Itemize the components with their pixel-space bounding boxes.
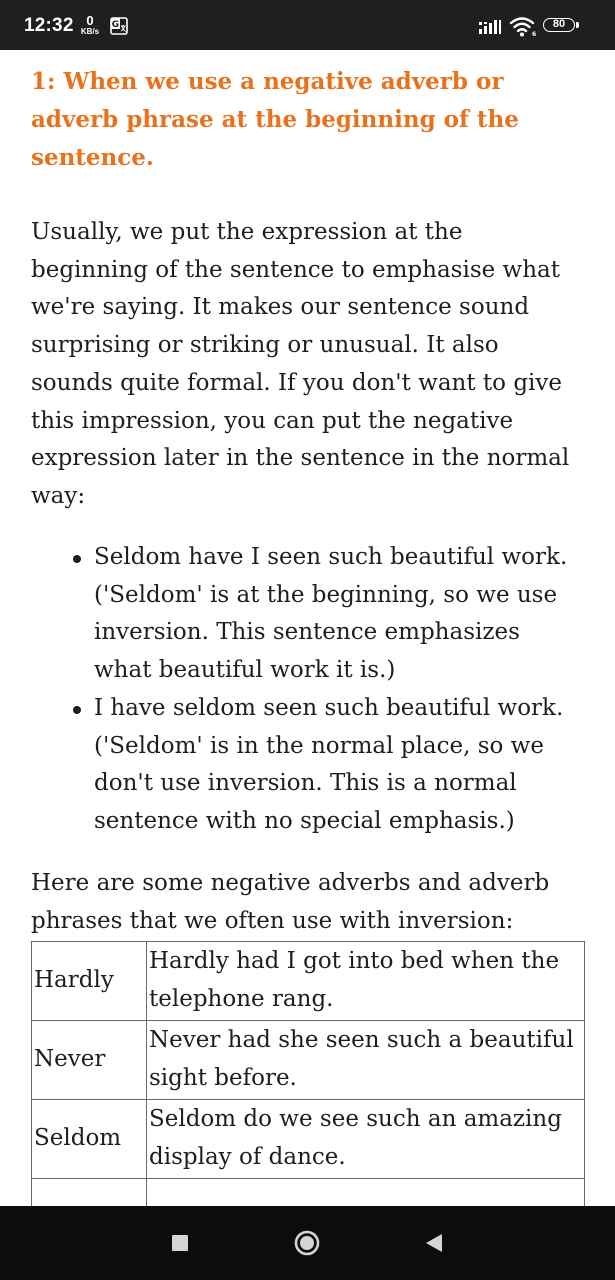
navigation-bar [0,1206,615,1280]
battery-cap [576,22,579,28]
bullet-item [0,539,615,690]
bullet-line: inversion. This sentence emphasizes [94,619,520,646]
paragraph-line: this impression, you can put the negative [31,407,514,434]
status-time: 12:32 [24,15,74,36]
paragraph-line: surprising or striking or unusual. It also [31,332,499,359]
bullet-line: Seldom have I seen such beautiful work. [94,544,568,570]
table-cell-term: Never [32,1021,147,1100]
paragraph-line: expression later in the sentence in the normal [31,445,570,472]
bullet-dot [73,706,81,714]
example-bullet-list [0,539,615,841]
table-row [32,942,585,1021]
table-cell-example [147,1100,585,1179]
heading-line: 1: When we use a negative adverb or [31,68,504,95]
bullet-line: I have seldom seen such beautiful work. [94,694,564,721]
example-line: display of dance. [149,1144,346,1170]
example-line: Seldom do we see such an amazing [149,1106,562,1133]
home-icon[interactable] [294,1230,320,1256]
example-line: sight before. [149,1065,297,1091]
paragraph-line: we're saying. It makes our sentence sound [31,294,530,321]
table-cell-term: Hardly [32,942,147,1021]
table-row [32,1100,585,1179]
bullet-line: what beautiful work it is.) [94,657,396,684]
heading-line: sentence. [31,144,154,171]
network-speed-value: 0 [86,13,94,28]
battery-level: 80 [543,18,575,32]
example-line: Never had she seen such a beautiful [149,1027,574,1054]
signal-bars-icon [478,19,502,35]
paragraph-line: sounds quite formal. If you don't want to give [31,369,563,396]
intro-line: Here are some negative adverbs and adverb [31,870,550,896]
example-line: Hardly had I got into bed when the [149,948,560,975]
table-cell-example [147,942,585,1021]
article-content[interactable] [0,50,615,1206]
wifi-icon [509,16,537,38]
explanation-paragraph [31,214,596,516]
paragraph-line: beginning of the sentence to emphasise what [31,256,560,283]
table-intro-paragraph [31,865,596,940]
network-speed [78,14,102,36]
example-line: telephone rang. [149,986,334,1012]
bullet-line: don't use inversion. This is a normal [94,770,517,797]
recent-apps-icon[interactable] [172,1235,188,1251]
heading-line: adverb phrase at the beginning of the [31,106,519,133]
network-speed-unit: KB/s [80,27,100,36]
back-icon[interactable] [424,1232,444,1254]
table-cell-example [147,1021,585,1100]
translate-icon [110,17,128,35]
status-bar [0,0,615,50]
table-cell-term: Seldom [32,1100,147,1179]
svg-text:G: G [111,20,120,30]
intro-line: phrases that we often use with inversion: [31,907,514,934]
bullet-dot [73,555,81,563]
bullet-item [0,690,615,841]
bullet-line: sentence with no special emphasis.) [94,807,515,834]
bullet-line: ('Seldom' is at the beginning, so we use [94,581,558,608]
paragraph-line: way: [31,482,86,509]
svg-text:6: 6 [532,31,537,38]
section-heading [31,63,591,177]
table-row [32,1021,585,1100]
battery-icon [543,18,579,34]
paragraph-line: Usually, we put the expression at the [31,219,463,245]
bullet-line: ('Seldom' is in the normal place, so we [94,732,544,759]
